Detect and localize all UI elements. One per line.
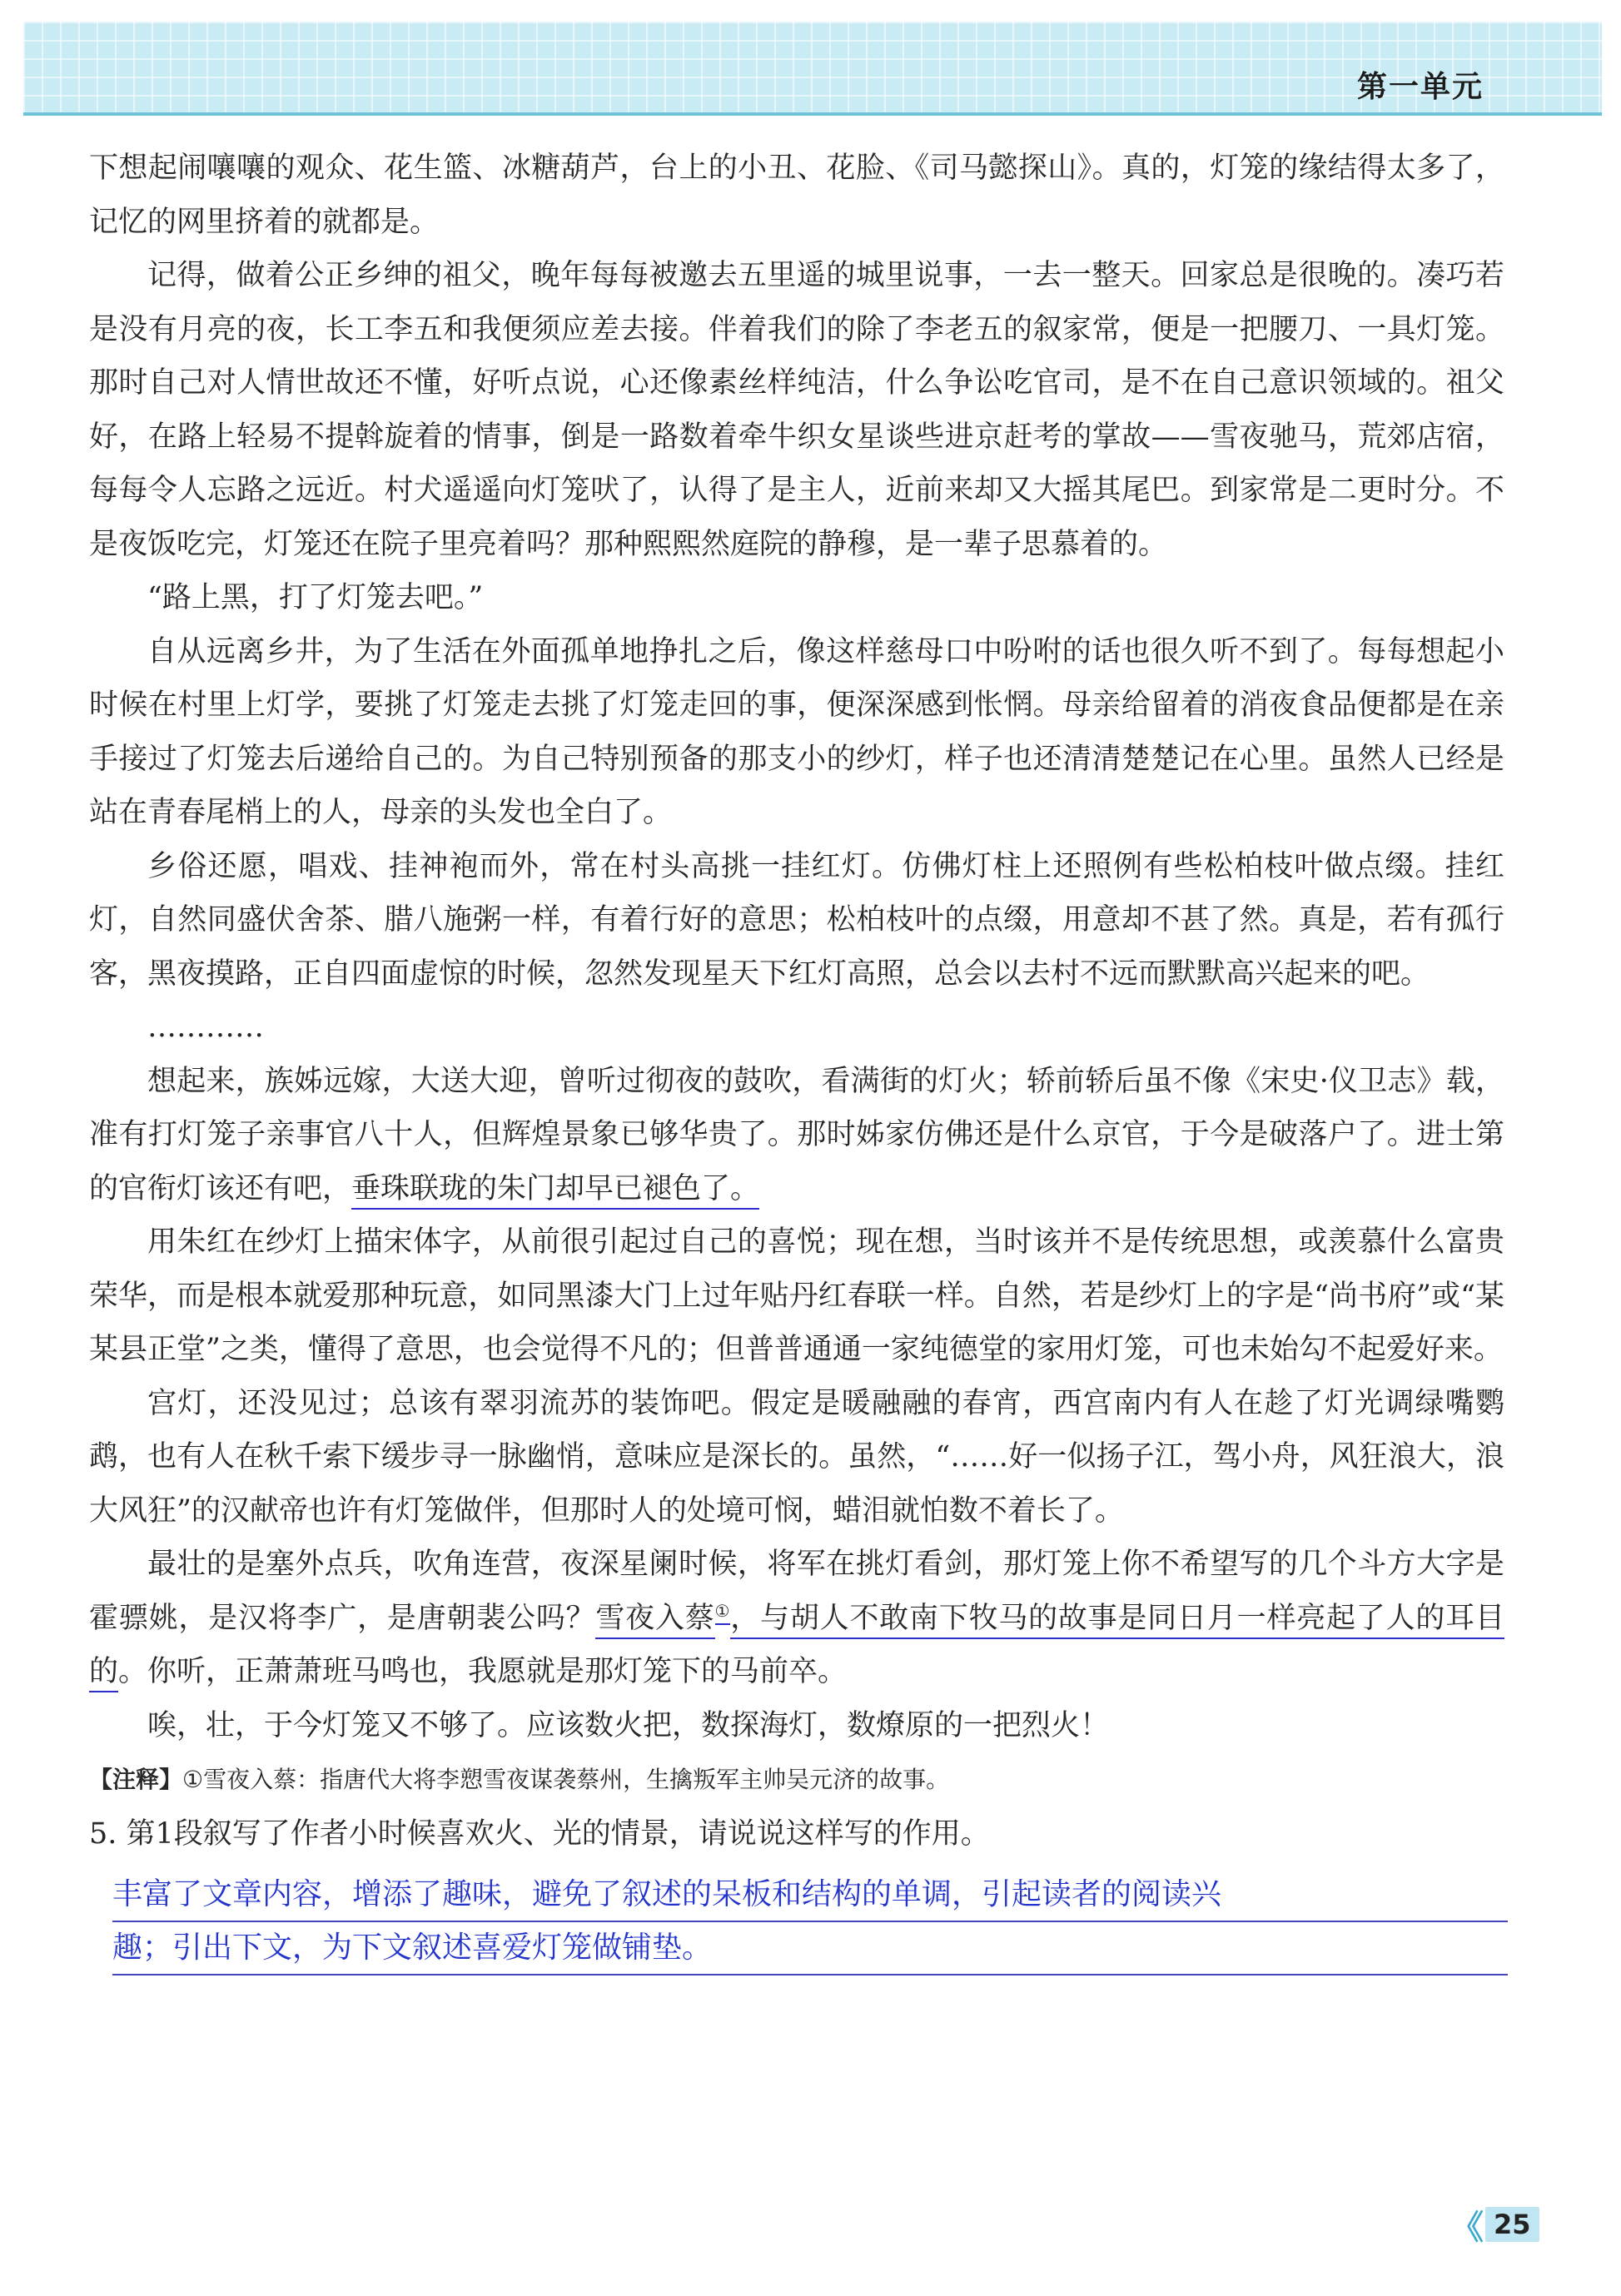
underlined-phrase: 雪夜入蔡 bbox=[595, 1602, 714, 1639]
ellipsis-line: ………… bbox=[147, 1011, 264, 1044]
chevron-left-icon: 《 bbox=[1450, 2208, 1472, 2247]
footnote-mark: ① bbox=[715, 1601, 731, 1625]
page-number-label: 25 bbox=[1485, 2207, 1539, 2242]
paragraph-6-text: 想起来，族姊远嫁，大送大迎，曾听过彻夜的鼓吹，看满街的灯火；轿前轿后虽不像《宋史·仪卫志》载，准有打灯笼子亲事官八十人，但辉煌景象已够华贵了。那时姊家仿佛还是什么京官，于今是破落户了。进士第的官衔灯该还有吧， bbox=[89, 1064, 1504, 1205]
paragraph-9-text: 最壮的是塞外点兵，吹角连营，夜深星阑时候，将军在挑灯看剑，那灯笼上你不希望写的几个斗方大字是霍骠姚，是汉将李广，是唐朝裴公吗？ bbox=[89, 1548, 1504, 1635]
passage-body bbox=[89, 142, 1504, 1975]
paragraph-9-end: 。你听，正萧萧班马鸣也，我愿就是那灯笼下的马前卒。 bbox=[118, 1655, 848, 1688]
paragraph-7: 用朱红在纱灯上描宋体字，从前很引起过自己的喜悦；现在想，当时该并不是传统思想，或羡慕什么富贵荣华，而是根本就爱那种玩意，如同黑漆大门上过年贴丹红春联一样。自然，若是纱灯上的字是“尚书府”或“某某县正堂”之类，懂得了意思，也会觉得不凡的；但普普通通一家纯德堂的家用灯笼，可也未始勾不起爱好来。 bbox=[89, 1225, 1504, 1366]
paragraph-2: 记得，做着公正乡绅的祖父，晚年每每被邀去五里遥的城里说事，一去一整天。回家总是很晚的。凑巧若是没有月亮的夜，长工李五和我便须应差去接。伴着我们的除了李老五的叙家常，便是一把腰刀、一具灯笼。那时自己对人情世故还不懂，好听点说，心还像素丝样纯洁，什么争讼吃官司，是不在自己意识领域的。祖父好，在路上轻易不提斡旋着的情事，倒是一路数着牵牛织女星谈些进京赶考的掌故——雪夜驰马，荒郊店宿，每每令人忘路之远近。村犬遥遥向灯笼吠了，认得了是主人，近前来却又大摇其尾巴。到家常是二更时分。不是夜饭吃完，灯笼还在院子里亮着吗？那种熙熙然庭院的静穆，是一辈子思慕着的。 bbox=[89, 259, 1504, 561]
footnote bbox=[89, 1757, 1504, 1802]
footnote-label: 【注释】 bbox=[89, 1766, 183, 1793]
page-number bbox=[1450, 2204, 1539, 2247]
paragraph-5: 乡俗还愿，唱戏、挂神袍而外，常在村头高挑一挂红灯。仿佛灯柱上还照例有些松柏枝叶做点缀。挂红灯，自然同盛伏舍茶、腊八施粥一样，有着行好的意思；松柏枝叶的点缀，用意却不甚了然。真是，若有孤行客，黑夜摸路，正自四面虚惊的时候，忽然发现星天下红灯高照，总会以去村不远而默默高兴起来的吧。 bbox=[89, 849, 1504, 991]
paragraph-9 bbox=[89, 1538, 1504, 1699]
paragraph-3: “路上黑，打了灯笼去吧。” bbox=[147, 581, 484, 614]
underlined-phrase: 垂珠联珑的朱门却早已褪色了。 bbox=[351, 1172, 759, 1210]
unit-title: 第一单元 bbox=[1356, 70, 1484, 104]
answer-line-1: 丰富了文章内容，增添了趣味，避免了叙述的呆板和结构的单调，引起读者的阅读兴 bbox=[112, 1869, 1508, 1922]
answer-line-2: 趣；引出下文，为下文叙述喜爱灯笼做铺垫。 bbox=[112, 1922, 1508, 1975]
handwritten-answer bbox=[112, 1869, 1508, 1975]
paragraph-4: 自从远离乡井，为了生活在外面孤单地挣扎之后，像这样慈母口中吩咐的话也很久听不到了。每每想起小时候在村里上灯学，要挑了灯笼走去挑了灯笼走回的事，便深深感到怅惘。母亲给留着的消夜食品便都是在亲手接过了灯笼去后递给自己的。为自己特别预备的那支小的纱灯，样子也还清清楚楚记在心里。虽然人已经是站在青春尾梢上的人，母亲的头发也全白了。 bbox=[89, 634, 1504, 829]
paragraph-10: 唉，壮，于今灯笼又不够了。应该数火把，数探海灯，数燎原的一把烈火！ bbox=[147, 1708, 1110, 1742]
underlined-phrase: ，与胡人不敢南下牧马的故事是同日月一样亮起了人的耳目的 bbox=[89, 1602, 1504, 1693]
footnote-text: ①雪夜入蔡：指唐代大将李愬雪夜谋袭蔡州，生擒叛军主帅吴元济的故事。 bbox=[182, 1766, 950, 1793]
paragraph-6 bbox=[89, 1055, 1504, 1216]
paragraph-1: 下想起闹嚷嚷的观众、花生篮、冰糖葫芦，台上的小丑、花脸、《司马懿探山》。真的，灯笼的缘结得太多了，记忆的网里挤着的就都是。 bbox=[89, 152, 1504, 239]
header-rule bbox=[23, 112, 1602, 116]
question-5: 5. 第1段叙写了作者小时候喜欢火、光的情景，请说说这样写的作用。 bbox=[89, 1817, 990, 1851]
paragraph-8: 宫灯，还没见过；总该有翠羽流苏的装饰吧。假定是暖融融的春宵，西宫南内有人在趁了灯光调绿嘴鹦鹉，也有人在秋千索下缓步寻一脉幽悄，意味应是深长的。虽然，“……好一似扬子江，驾小舟，风狂浪大，浪大风狂”的汉献帝也许有灯笼做伴，但那时人的处境可悯，蜡泪就怕数不着长了。 bbox=[89, 1386, 1504, 1528]
